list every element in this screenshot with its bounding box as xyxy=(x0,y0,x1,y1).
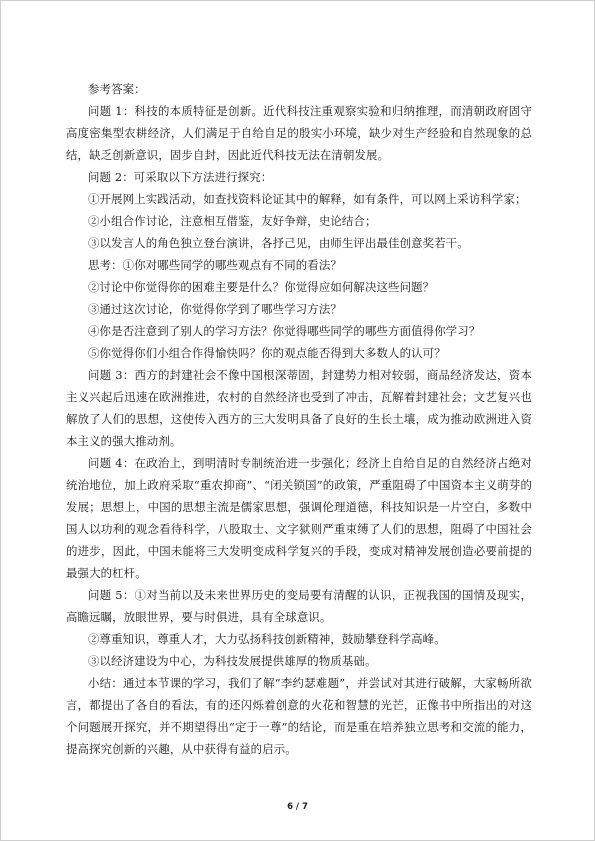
question-3-answer: 问题 3：西方的封建社会不像中国根深蒂固，封建势力相对较弱，商品经济发达，资本主义兴起后迅速在欧洲推进，农村的自然经济也受到了冲击，瓦解着封建社会；文艺复兴也解放了人们的思想，这使传入西方的三大发明具备了良好的生长土壤，成为推动欧洲进入资本主义的强大推动剂。 xyxy=(66,368,532,448)
question-2-method-2: ②小组合作讨论，注意相互借鉴，友好争辩，史论结合； xyxy=(88,214,377,228)
question-2-intro: 问题 2：可采取以下方法进行探究： xyxy=(88,170,273,184)
reflection-5: ⑤你觉得你们小组合作得愉快吗？你的观点能否得到大多数人的认可？ xyxy=(88,346,446,360)
page-number: 6 / 7 xyxy=(287,802,308,812)
summary: 小结：通过本节课的学习，我们了解“李约瑟难题”，并尝试对其进行破解，大家畅所欲言，都提出了各自的看法，有的还闪烁着创意的火花和智慧的光芒，正像书中所指出的对这个问题展开探究，并不期望得出“定于一尊”的结论，而是重在培养独立思考和交流的能力，提高探究创新的兴趣，从中获得有益的启示。 xyxy=(66,676,532,756)
reflection-4: ④你是否注意到了别人的学习方法？你觉得哪些同学的哪些方面值得你学习？ xyxy=(88,324,481,338)
question-5-point-2: ②尊重知识，尊重人才，大力弘扬科技创新精神，鼓励攀登科学高峰。 xyxy=(88,632,446,646)
document-body xyxy=(66,78,532,760)
question-2-method-1: ①开展网上实践活动，如查找资料论证其中的解释，如有条件，可以网上采访科学家； xyxy=(88,192,527,206)
question-5-point-3: ③以经济建设为中心，为科技发展提供雄厚的物质基础。 xyxy=(88,654,377,668)
reflection-3: ③通过这次讨论，你觉得你学到了哪些学习方法？ xyxy=(88,302,342,316)
question-1-answer: 问题 1：科技的本质特征是创新。近代科技注重观察实验和归纳推理，而清朝政府固守高度密集型农耕经济，人们满足于自给自足的殷实小环境，缺少对生产经验和自然现象的总结，缺乏创新意识，固步自封，因此近代科技无法在清朝发展。 xyxy=(66,104,532,162)
question-4-answer: 问题 4：在政治上，到明清时专制统治进一步强化；经济上自给自足的自然经济占绝对统治地位，加上政府采取“重农抑商”、“闭关锁国”的政策，严重阻碍了中国资本主义萌芽的发展；思想上，中国的思想主流是儒家思想，强调伦理道德，科技知识是一片空白，多数中国人以功利的观念看待科学，八股取士、文字狱则严重束缚了人们的思想，阻碍了中国社会的进步，因此，中国未能将三大发明变成科学复兴的手段，变成对精神发展创造必要前提的最强大的杠杆。 xyxy=(66,456,532,580)
reflection-1: 思考：①你对哪些同学的哪些观点有不同的看法？ xyxy=(88,258,342,272)
question-2-method-3: ③以发言人的角色独立登台演讲，各抒己见，由师生评出最佳创意奖若干。 xyxy=(88,236,469,250)
answer-heading: 参考答案： xyxy=(88,82,146,96)
question-5-point-1: 问题 5：①对当前以及未来世界历史的变局要有清醒的认识，正视我国的国情及现实，高瞻远瞩，放眼世界，要与时俱进，具有全球意识。 xyxy=(66,588,532,624)
reflection-2: ②讨论中你觉得你的困难主要是什么？你觉得应如何解决这些问题？ xyxy=(88,280,435,294)
